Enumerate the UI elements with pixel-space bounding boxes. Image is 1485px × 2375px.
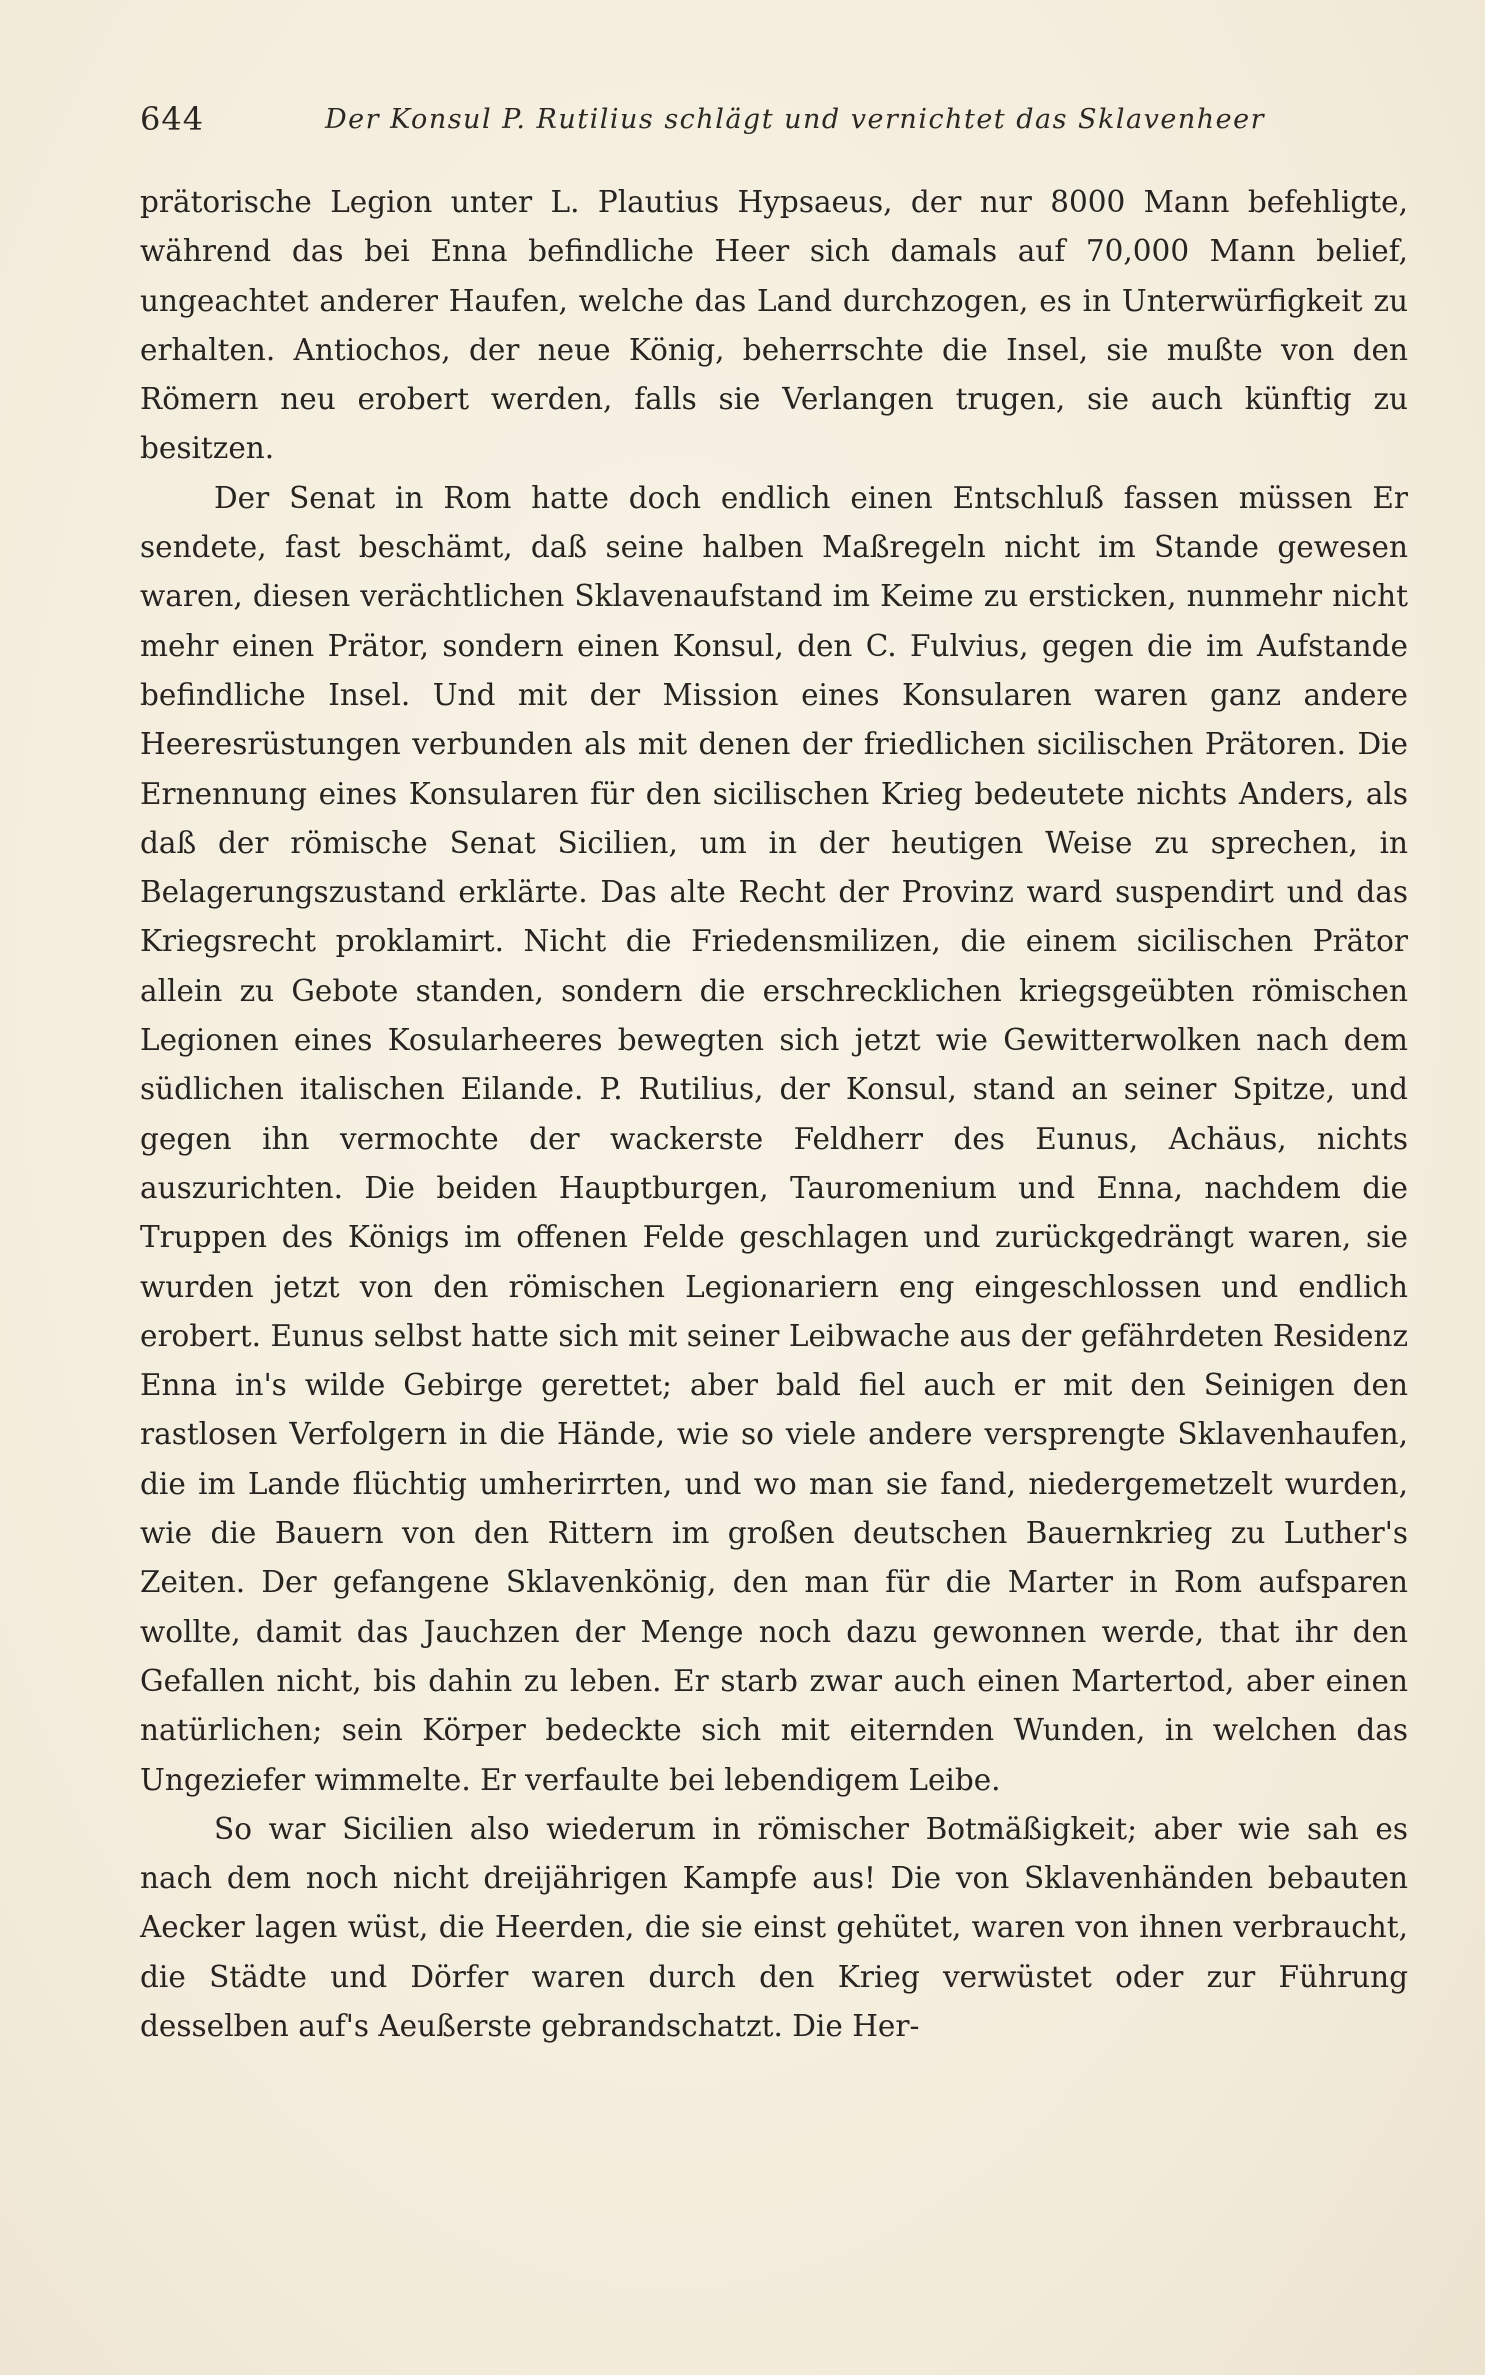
page-header <box>140 100 1410 156</box>
paragraph-3: So war Sicilien also wiederum in römischer Botmäßigkeit; aber wie sah es nach dem noch nicht dreijährigen Kampfe aus! Die von Sklavenhänden bebauten Aecker lagen wüst, die Heerden, die sie einst gehütet, waren von ihnen verbraucht, die Städte und Dörfer waren durch den Krieg verwüstet oder zur Führung desselben auf's Aeußerste gebrandschatzt. Die Her- <box>140 1811 1408 2043</box>
paragraph-2: Der Senat in Rom hatte doch endlich einen Entschluß fassen müssen Er sendete, fast beschämt, daß seine halben Maßregeln nicht im Stande gewesen waren, diesen verächtlichen Sklavenaufstand im Keime zu ersticken, nunmehr nicht mehr einen Prätor, sondern einen Konsul, den C. Fulvius, gegen die im Aufstande befindliche Insel. Und mit der Mission eines Konsularen waren ganz andere Heeresrüstungen verbunden als mit denen der friedlichen sicilischen Prätoren. Die Ernennung eines Konsularen für den sicilischen Krieg bedeutete nichts Anders, als daß der römische Senat Sicilien, um in der heutigen Weise zu sprechen, in Belagerungszustand erklärte. Das alte Recht der Provinz ward suspendirt und das Kriegsrecht proklamirt. Nicht die Friedensmilizen, die einem sicilischen Prätor allein zu Gebote standen, sondern die erschrecklichen kriegsgeübten römischen Legionen eines Kosularheeres bewegten sich jetzt wie Gewitterwolken nach dem südlichen italischen Eilande. P. Rutilius, der Konsul, stand an seiner Spitze, und gegen ihn vermochte der wackerste Feldherr des Eunus, Achäus, nichts auszurichten. Die beiden Hauptburgen, Tauromenium und Enna, nachdem die Truppen des Königs im offenen Felde geschlagen und zurückgedrängt waren, sie wurden jetzt von den römischen Legionariern eng eingeschlossen und endlich erobert. Eunus selbst hatte sich mit seiner Leibwache aus der gefährdeten Residenz Enna in's wilde Gebirge gerettet; aber bald fiel auch er mit den Seinigen den rastlosen Verfolgern in die Hände, wie so viele andere versprengte Sklavenhaufen, die im Lande flüchtig umherirrten, und wo man sie fand, niedergemetzelt wurden, wie die Bauern von den Rittern im großen deutschen Bauernkrieg zu Luther's Zeiten. Der gefangene Sklavenkönig, den man für die Marter in Rom aufsparen wollte, damit das Jauchzen der Menge noch dazu gewonnen werde, that ihr den Gefallen nicht, bis dahin zu leben. Er starb zwar auch einen Martertod, aber einen natürlichen; sein Körper bedeckte sich mit eiternden Wunden, in welchen das Ungeziefer wimmelte. Er verfaulte bei lebendigem Leibe. <box>140 480 1408 1797</box>
running-head: Der Konsul P. Rutilius schlägt und vernichtet das Sklavenheer <box>325 104 1266 135</box>
body-text <box>140 178 1408 2051</box>
page-number: 644 <box>140 100 205 138</box>
paragraph-1: prätorische Legion unter L. Plautius Hypsaeus, der nur 8000 Mann befehligte, während das bei Enna befindliche Heer sich damals auf 70,000 Mann belief, ungeachtet anderer Haufen, welche das Land durchzogen, es in Unterwürfigkeit zu erhalten. Antiochos, der neue König, beherrschte die Insel, sie mußte von den Römern neu erobert werden, falls sie Verlangen trugen, sie auch künftig zu besitzen. <box>140 185 1408 466</box>
